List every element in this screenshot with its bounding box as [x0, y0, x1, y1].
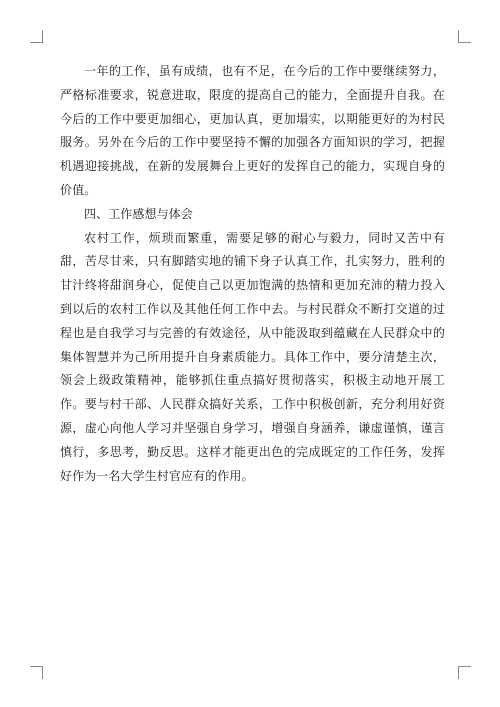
- document-body: [60, 60, 445, 488]
- crop-mark-top-left: [30, 30, 43, 43]
- crop-mark-bottom-right: [458, 666, 471, 679]
- paragraph-work-summary: 一年的工作，虽有成绩，也有不足，在今后的工作中要继续努力，严格标准要求，锐意进取，限度的提高自己的能力，全面提升自我。在今后的工作中要更加细心，更加认真，更加塌实，以期能更好的为村民服务。另外在今后的工作中要坚持不懈的加强各方面知识的学习，把握机遇迎接挑战，在新的发展舞台上更好的发挥自己的能力，实现自身的价值。: [60, 64, 445, 197]
- crop-mark-bottom-left: [30, 666, 43, 679]
- paragraph-reflections: 农村工作，烦琐而繁重，需要足够的耐心与毅力，同时又苦中有甜，苦尽甘来，只有脚踏实地的铺下身子认真工作，扎实努力，胜利的甘汁终将甜润身心，促使自己以更加饱满的热情和更加充沛的精力投入到以后的农村工作以及其他任何工作中去。与村民群众不断打交道的过程也是自我学习与完善的有效途径，从中能汲取到蕴藏在人民群众中的集体智慧并为己所用提升自身素质能力。具体工作中，要分清楚主次，领会上级政策精神，能够抓住重点搞好贯彻落实，积极主动地开展工作。要与村干部、人民群众搞好关系，工作中积极创新，充分利用好资源，虚心向他人学习并坚强自身学习，增强自身涵养，谦虚谨慎，谨言慎行，多思考，勤反思。这样才能更出色的完成既定的工作任务，发挥好作为一名大学生村官应有的作用。: [60, 230, 445, 483]
- section-heading: 四、工作感想与体会: [84, 206, 193, 221]
- crop-mark-top-right: [458, 30, 471, 43]
